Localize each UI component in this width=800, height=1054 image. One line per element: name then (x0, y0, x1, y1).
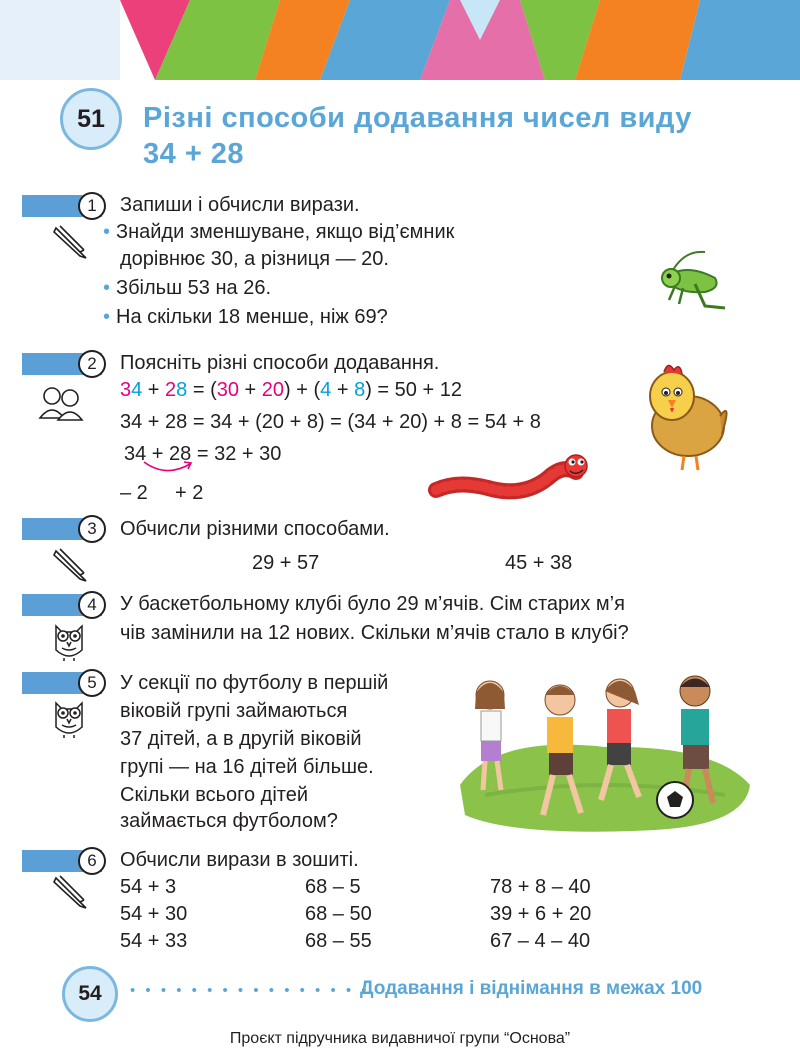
footer-dots: • • • • • • • • • • • • • • • • (130, 982, 370, 999)
two-people-icon (38, 382, 86, 422)
task-6-expr: 67 – 4 – 40 (490, 930, 591, 952)
grasshopper-icon (655, 248, 735, 312)
page-title (143, 100, 743, 172)
pencil-icon (50, 872, 90, 912)
publisher-credit: Проєкт підручника видавничої групи “Основа” (229, 1030, 571, 1047)
task-5-line-2: віковій групі займаються (120, 700, 348, 722)
task-6-expr: 68 – 5 (305, 876, 361, 898)
task-3-intro: Обчисли різними способами. (120, 518, 390, 540)
task-number: 1 (78, 192, 106, 220)
header-banner (0, 0, 800, 80)
task-6-intro: Обчисли вирази в зошиті. (120, 849, 359, 871)
task-5-line-1: У секції по футболу в першій (120, 672, 389, 694)
task-2-line-1: 34 + 28 = (30 + 20) + (4 + 8) = 50 + 12 (120, 379, 462, 401)
owl-icon (52, 618, 86, 662)
task-6-expr: 68 – 55 (305, 930, 372, 952)
hen-icon (640, 360, 730, 475)
task-6-expr: 54 + 3 (120, 876, 177, 898)
task-1-bullet-3: • На скільки 18 менше, ніж 69? (103, 306, 388, 328)
task-number: 6 (78, 847, 106, 875)
task-number: 3 (78, 515, 106, 543)
kids-playing-football-illustration (455, 665, 755, 840)
owl-icon (52, 695, 86, 739)
lesson-number-badge: 51 (60, 88, 122, 150)
task-6-expr: 78 + 8 – 40 (490, 876, 591, 898)
task-5-line-3: 37 дітей, а в другій віковій (120, 728, 362, 750)
task-number: 5 (78, 669, 106, 697)
task-2-minus: – 2 (120, 482, 148, 504)
task-2-intro: Поясніть різні способи додавання. (120, 352, 440, 374)
task-6-expr: 39 + 6 + 20 (490, 903, 592, 925)
task-1-bullet-2: • Збільш 53 на 26. (103, 277, 272, 299)
task-2-line-2: 34 + 28 = 34 + (20 + 8) = (34 + 20) + 8 = 54 + 8 (120, 411, 541, 433)
task-5-line-5: Скільки всього дітей (120, 784, 309, 806)
task-1-bullet-1: • Знайди зменшуване, якщо від’ємник (103, 221, 455, 243)
task-number: 4 (78, 591, 106, 619)
footer-section-title: Додавання і віднімання в межах 100 (360, 978, 703, 999)
task-2-line-3: 34 + 28 = 32 + 30 (124, 443, 282, 465)
title-line-2: 34 + 28 (143, 138, 245, 170)
task-6-expr: 68 – 50 (305, 903, 372, 925)
task-3-expr-2: 45 + 38 (505, 552, 573, 574)
task-5-line-6: займається футболом? (120, 810, 338, 832)
arrow-icon (140, 460, 200, 478)
title-line-1: Різні способи додавання чисел виду (143, 102, 692, 134)
task-5-line-4: групі — на 16 дітей більше. (120, 756, 374, 778)
task-1-bullet-1-cont: дорівнює 30, а різниця — 20. (120, 248, 389, 270)
task-6-expr: 54 + 30 (120, 903, 188, 925)
page-number-badge: 54 (62, 966, 118, 1022)
task-4-line-2: чів замінили на 12 нових. Скільки м’ячів стало в клубі? (120, 622, 629, 644)
pencil-icon (50, 545, 90, 585)
task-number: 2 (78, 350, 106, 378)
task-2-plus: + 2 (175, 482, 204, 504)
worm-icon (428, 450, 593, 505)
task-4-line-1: У баскетбольному клубі було 29 м’ячів. Сім старих м’я (120, 593, 625, 615)
pencil-icon (50, 222, 90, 262)
task-3-expr-1: 29 + 57 (252, 552, 320, 574)
task-1-intro: Запиши і обчисли вирази. (120, 194, 360, 216)
task-6-expr: 54 + 33 (120, 930, 188, 952)
